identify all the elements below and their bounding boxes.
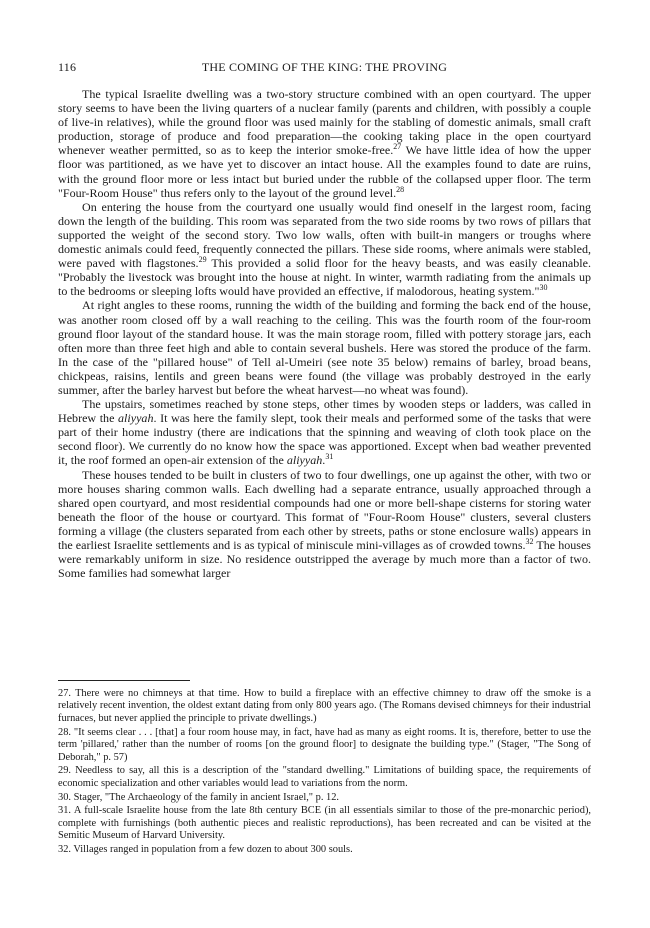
- paragraph-2: [58, 200, 591, 299]
- running-header: [58, 60, 591, 78]
- hebrew-term: aliyyah: [286, 453, 323, 468]
- footnote-ref: 30: [539, 283, 548, 293]
- paragraph-4: [58, 397, 591, 467]
- hebrew-term: aliyyah: [118, 411, 154, 426]
- footnote-29: 29. Needless to say, all this is a description of the "standard dwelling." Limitations of building space, the requirements of economic specialization and other variables would lead to variations from the norm.: [58, 765, 591, 789]
- page-number: 116: [58, 60, 77, 74]
- paragraph-text: The houses were remarkably uniform in size. No residence outstripped the average by much more than a factor of two. Some families had somewhat larger: [58, 538, 591, 581]
- paragraph-text: On entering the house from the courtyard one usually would find oneself in the largest room, facing down the length of the building. This room was separated from the two side rooms by two rows of pillars that supported the weight of the second story. Two low walls, often with built-in mangers or troughs where domestic animals could feed, frequently connected the pillars. These side rooms, where animals were stabled, were paved with flagstones.: [58, 199, 591, 271]
- paragraph-3: [58, 298, 591, 397]
- footnote-30: 30. Stager, "The Archaeology of the family in ancient Israel," p. 12.: [58, 791, 340, 803]
- footnote-ref: 29: [198, 255, 207, 265]
- paragraph-text: At right angles to these rooms, running the width of the building and forming the back end of the house, was another room closed off by a wall reaching to the ceiling. This was the fourth room of the four-room ground floor layout of the standard house. It was the main storage room, filled with pottery storage jars, each often more than three feet high and able to contain several bushels. Here was stored the produce of the farm. In the case of the "pillared house" of Tell al-Umeiri (see note 35 below) remains of barley, broad beans, chickpeas, raisins, lentils and green beans were found (the village was probably destroyed in the early summer, after the barley harvest but before the wheat harvest—no wheat was found).: [58, 298, 591, 397]
- footnote-ref: 32: [525, 536, 534, 546]
- paragraph-1: [58, 87, 591, 200]
- footnote-divider: [58, 680, 190, 681]
- paragraph-text: The typical Israelite dwelling was a two-story structure combined with an open courtyard. The upper story seems to have been the living quarters of a nuclear family (parents and children, with possibly a couple of live-in relatives), while the ground floor was used mainly for the stabling of domestic animals, small craft production, storage of produce and food preparation—the cooking taking place in the open courtyard whenever weather permitted, so as to keep the interior smoke-free.: [58, 87, 591, 158]
- footnote-32: 32. Villages ranged in population from a few dozen to about 300 souls.: [58, 843, 353, 855]
- paragraph-text: These houses tended to be built in clusters of two to four dwellings, one up against the other, with two or more houses sharing common walls. Each dwelling had a separate entrance, usually approached through a shared open courtyard, and most residential compounds had one or more bell-shape cisterns for storing water beneath the floor of the house or courtyard. This format of "Four-Room House" clusters, several clusters forming a village (the clusters separated from each other by streets, paths or stone enclosure walls) appears in the earliest Israelite settlements and is as typical of miniscule mini-villages as of crowded towns.: [58, 467, 591, 552]
- main-text: [58, 87, 591, 580]
- footnote-ref: 28: [396, 184, 405, 194]
- footnote-27: 27. There were no chimneys at that time. How to build a fireplace with an effective chimney to draw off the smoke is a relatively recent invention, the oldest extant dating from only 800 years ago. (The Romans devised chimneys for their industrial furnaces, but never applied the principle to private dwellings.): [58, 688, 591, 724]
- paragraph-text: The upstairs, sometimes reached by stone steps, other times by wooden steps or ladders, was called in Hebrew the: [58, 397, 591, 426]
- paragraph-text: We have little idea of how the upper floor was partitioned, as we have yet to discover an intact house. All the examples found to date are ruins, with the ground floor more or less intact but buried under the rubble of the collapsed upper floor. The term "Four-Room House" thus refers only to the layout of the ground level.: [58, 143, 591, 200]
- paragraph-5: [58, 468, 591, 581]
- footnote-28: 28. "It seems clear . . . [that] a four room house may, in fact, have had as many as eight rooms. It is, therefore, better to use the term 'pillared,' rather than the number of rooms [on the ground floor] to designate the building type." (Stager, "The Song of Deborah," p. 57): [58, 726, 591, 763]
- paragraph-text: .: [322, 453, 326, 468]
- footnotes: [58, 688, 591, 858]
- running-title: THE COMING OF THE KING: THE PROVING: [201, 60, 448, 74]
- footnote-31: 31. A full-scale Israelite house from the late 8th century BCE (in all essentials similar to those of the pre-monarchic period), complete with furnishings (both authentic pieces and realistic reproductions), has been recreated and can be visited at the Semitic Museum of Harvard University.: [58, 805, 591, 842]
- footnote-ref: 31: [325, 452, 334, 462]
- paragraph-text: This provided a solid floor for the heavy beasts, and was easily cleanable. "Probably the livestock was brought into the house at night. In winter, warmth radiating from the animals up to the bedrooms or sleeping lofts would have provided an effective, if malodorous, heating system.": [58, 256, 591, 299]
- footnote-ref: 27: [393, 142, 402, 152]
- paragraph-text: . It was here the family slept, took their meals and performed some of the tasks that were part of their home industry (there are indications that the spinning and weaving of cloth took place on the second floor). We currently do no know how the space was apportioned. Except when bad weather prevented it, the roof formed an open-air extension of the: [58, 411, 591, 468]
